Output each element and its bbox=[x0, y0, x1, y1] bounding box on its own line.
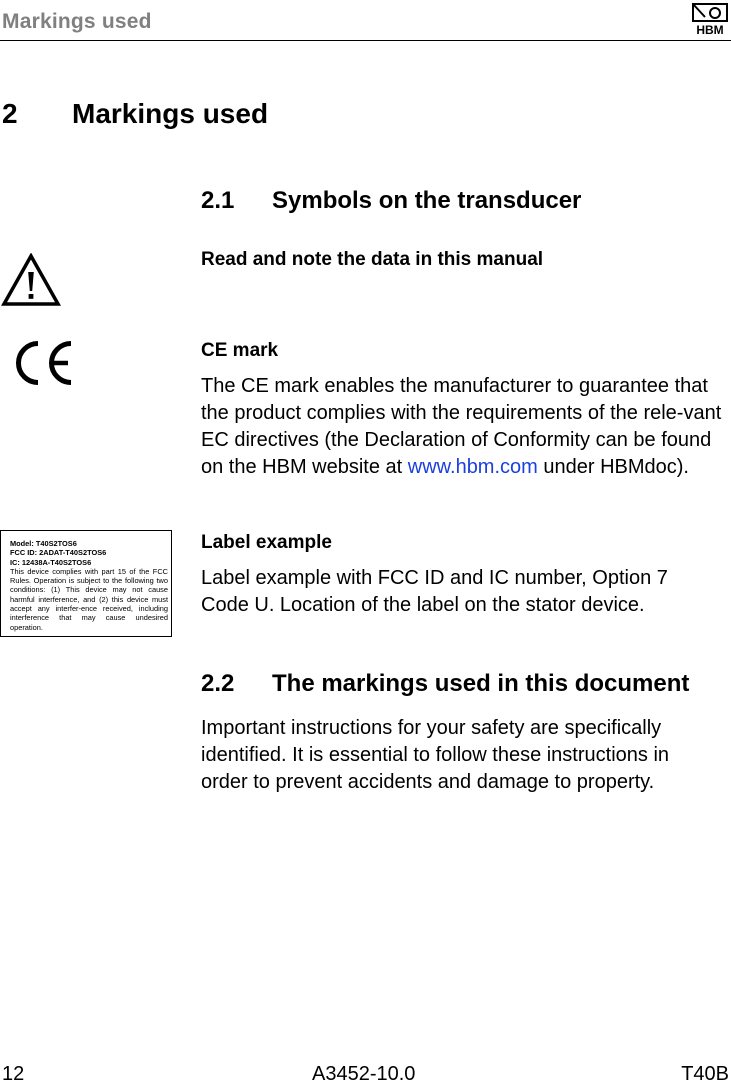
section-2-2-title bbox=[201, 670, 689, 698]
header-rule bbox=[0, 40, 731, 41]
section-2-2-description: Important instructions for your safety are specifically identified. It is essential to follow these instructions in order to prevent accidents and damage to property. bbox=[201, 717, 670, 793]
hbm-logo-text: HBM bbox=[696, 23, 724, 36]
label-example-heading: Label example bbox=[201, 532, 332, 553]
ce-description bbox=[201, 373, 731, 481]
label-example-description: Label example with FCC ID and IC number, Option 7 Code U. Location of the label on the stator device. bbox=[201, 567, 668, 616]
section-2-1-number: 2.1 bbox=[201, 187, 235, 214]
warning-heading: Read and note the data in this manual bbox=[201, 249, 544, 270]
ce-heading: CE mark bbox=[201, 340, 279, 361]
running-header-title: Markings used bbox=[2, 10, 152, 33]
section-2-1-title-text: Symbols on the transducer bbox=[272, 187, 582, 214]
document-number: A3452-10.0 bbox=[312, 1063, 416, 1085]
product-name: T40B bbox=[681, 1063, 729, 1085]
section-2-2-title-text: The markings used in this document bbox=[272, 670, 690, 697]
ce-text-start: The CE mark enables the manufacturer to guarantee that the product complies with the requirements of the rele-vant EC directives (the Declaration of Conformity can be found on the HBM website at bbox=[201, 375, 722, 478]
hbm-website-link[interactable]: www.hbm.com bbox=[407, 456, 538, 478]
page-number: 12 bbox=[2, 1063, 25, 1085]
chapter-title-text: Markings used bbox=[72, 98, 269, 129]
section-2-2-number: 2.2 bbox=[201, 670, 235, 697]
chapter-number: 2 bbox=[2, 98, 18, 129]
label-ic-number: IC: 12438A-T40S2TOS6 bbox=[10, 557, 92, 567]
label-fcc-id: FCC ID: 2ADAT-T40S2TOS6 bbox=[10, 548, 107, 558]
ce-text-end: under HBMdoc). bbox=[537, 456, 689, 478]
label-model: Model: T40S2TOS6 bbox=[10, 539, 77, 548]
ce-mark-icon bbox=[10, 339, 74, 387]
chapter-title bbox=[2, 98, 268, 130]
label-fcc-statement: This device complies with part 15 of the FCC Rules. Operation is subject to the following two conditions: (1) This device may not cause harmful interference, and (2) this device must accept any interfer-ence received, including interference that may cause undesired operation. bbox=[10, 566, 168, 632]
fcc-label-example bbox=[0, 530, 172, 637]
hbm-logo-icon bbox=[690, 2, 730, 36]
section-2-1-title bbox=[201, 187, 581, 215]
warning-triangle-icon bbox=[1, 253, 61, 307]
